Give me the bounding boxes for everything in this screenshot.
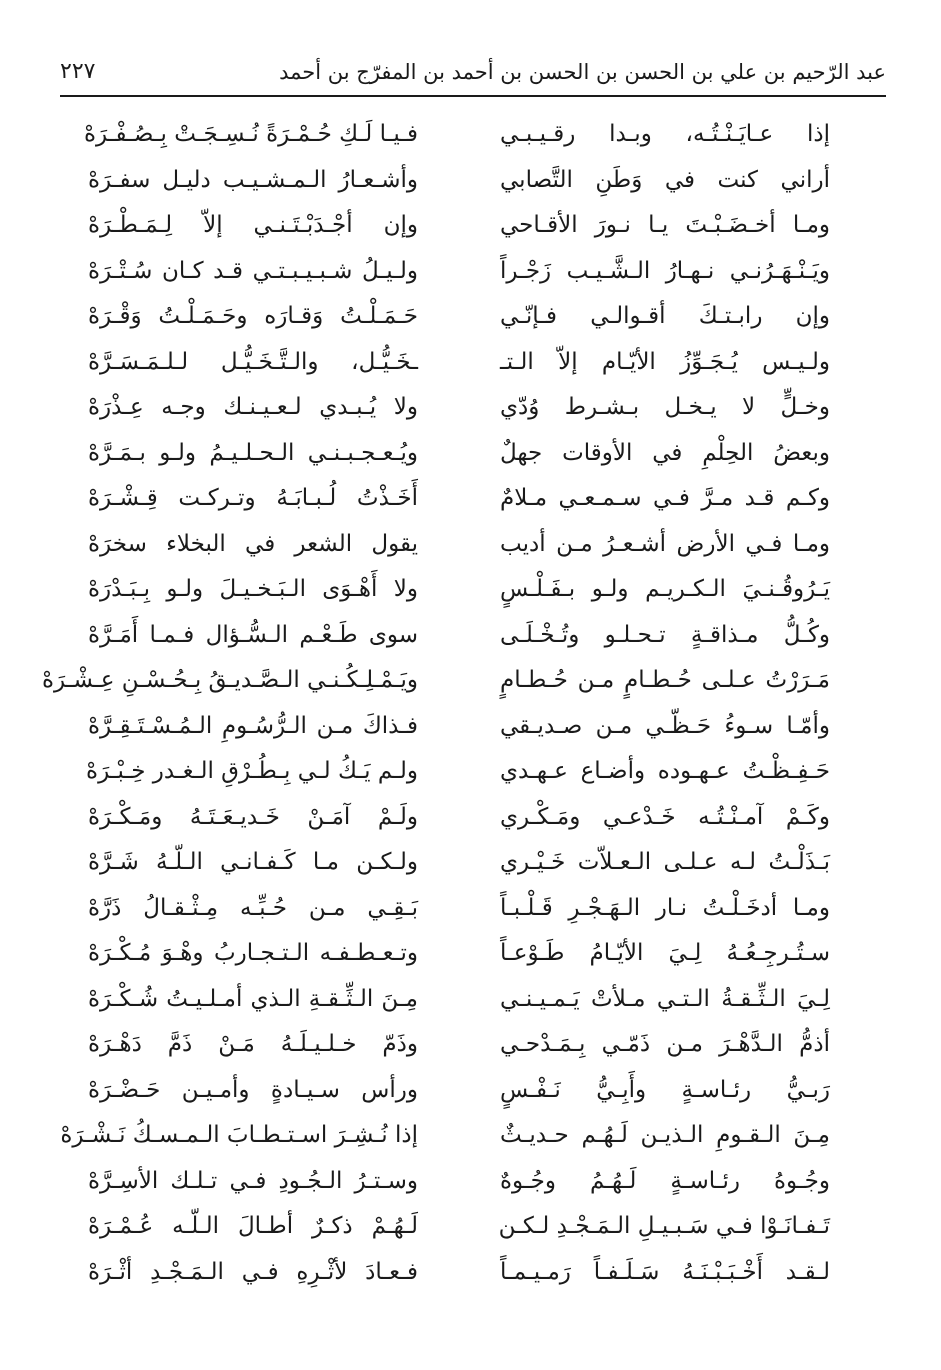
- verse-first-hemistich: وكـم قـد مـرَّ فـي سـمـعـي مـلامٌ: [500, 485, 830, 512]
- page-header: [60, 52, 886, 92]
- verse-second-hemistich: ـخَـيُّـل، والـتَّـخَـيُّـل لـلـمَـسَـرَّهْ: [88, 348, 418, 375]
- verse-first-hemistich: لـقـد أَخْـبَـبْـنَـهُ سَـلَـفـاً رَمـيـمـاً: [500, 1258, 830, 1285]
- verse: [80, 1250, 830, 1296]
- header-rule: [60, 95, 886, 97]
- verse: [80, 1204, 830, 1250]
- verse: [80, 840, 830, 886]
- verse: [80, 795, 830, 841]
- verse: [80, 385, 830, 431]
- verse: [80, 112, 830, 158]
- verse-first-hemistich: يَـرُوقُـنـيَ الـكـريـم ولـو بـفَـلْـسٍ: [500, 576, 830, 603]
- verse: [80, 567, 830, 613]
- verse-second-hemistich: ولَـمْ آمَـنْ خَـديـعَـتَـهُ ومَـكْـرَهْ: [88, 803, 418, 830]
- verse-first-hemistich: مِـنَ الـقـومِ الـذيـن لَـهُـم حـديـثٌ: [500, 1122, 830, 1149]
- verse-first-hemistich: ولـيـس يُـجَـوِّزُ الأيّـام إلاّ الـتـ: [500, 348, 830, 375]
- verse-second-hemistich: إذا نُـشِـرَ اسـتـطـابَ الـمـسـكُ نَـشْـرَهْ: [60, 1122, 418, 1149]
- verse-second-hemistich: لَـهُـمْ ذكـرٌ أطـالَ الـلّـه عُـمْـرَهْ: [88, 1213, 418, 1240]
- verse-second-hemistich: فـذاكَ مـن الـرُّسُـومِ الـمُـسْـتَـقِـرَّهْ: [88, 712, 418, 739]
- verse: [80, 158, 830, 204]
- verse-first-hemistich: لِـيَ الـثِّـقـةُ الـتـي مـلأتْ يَـمـيـنـي: [500, 985, 830, 1012]
- verse-second-hemistich: وسـتـرُ الـجُـودِ فـي تـلـك الأسِـرَّهْ: [88, 1167, 418, 1194]
- verse: [80, 704, 830, 750]
- verse-first-hemistich: مَـرَرْتُ عـلـى حُـطـامٍ مـن حُـطـامٍ: [500, 667, 830, 694]
- verse: [80, 749, 830, 795]
- verse-first-hemistich: تَـفـانَـوْا فـي سَـبـيـلِ الـمَـجْـدِ لـكـن: [498, 1213, 830, 1240]
- verse-first-hemistich: وخـلٍّ لا يـخـل بـشـرط وُدّي: [500, 394, 830, 421]
- verse: [80, 886, 830, 932]
- verse-first-hemistich: حَـفِـظْـتُ عـهـوده وأضـاع عـهـدي: [500, 758, 830, 785]
- verse-second-hemistich: ويَـمْـلِـكُـنـي الـصَّـديـقُ بِـحُـسْـنِ عِـشْـرَهْ: [41, 667, 418, 694]
- verse-first-hemistich: وكُـلُّ مـذاقـةٍ تـحـلـو وتُـخْـلَـى: [500, 621, 830, 648]
- verse-first-hemistich: بَـذَلْـتُ لـه عـلـى الـعـلاّت خَـيْـري: [500, 849, 830, 876]
- verse: [80, 294, 830, 340]
- verse-second-hemistich: ورأس سـيـادةٍ وأمـيـن حَـضْـرَهْ: [88, 1076, 418, 1103]
- poem: [41, 112, 830, 1295]
- verse-first-hemistich: سـتُـرجِـعُـهُ لِـيَ الأيّـامُ طَـوْعـاً: [500, 940, 830, 967]
- verse-second-hemistich: وذَمّ خـلـيـلَـهُ مَـنْ ذَمَّ دَهْـرَهْ: [88, 1031, 418, 1058]
- verse-first-hemistich: أراني كنت في وَطَنِ التَّصابي: [500, 166, 830, 193]
- verse: [41, 658, 830, 704]
- verse: [80, 931, 830, 977]
- verse: [80, 340, 830, 386]
- verse-first-hemistich: وأمّـا سـوءُ حَـظّـي مـن صـديـقي: [500, 712, 830, 739]
- verse: [80, 249, 830, 295]
- verse-second-hemistich: فـعـادَ لأثْـرِهِ فـي الـمَـجْـدِ أثْـرَهْ: [88, 1258, 418, 1285]
- verse-second-hemistich: فـيـا لَـكِ حُـمْـرَةً نُـسِـجَـتْ بِـصُـفْـرَهْ: [83, 121, 418, 148]
- verse: [80, 613, 830, 659]
- verse-first-hemistich: ومـا أخـضَـبْـتَ يـا نـورَ الأقـاحي: [500, 212, 830, 239]
- verse: [80, 977, 830, 1023]
- verse-second-hemistich: وإن أجْـدَبْـتَـنـي إلاّ لِـمَـطْـرَهْ: [88, 212, 418, 239]
- verse-second-hemistich: وأشـعـارُ الـمـشـيـب دليـل سفـرَهْ: [88, 166, 418, 193]
- verse-first-hemistich: وإن رابـتـكَ أقـوالـي فـإنّـي: [500, 303, 830, 330]
- verse-first-hemistich: وبعضُ الحِلْمِ في الأوقات جهلٌ: [500, 439, 830, 466]
- verse: [80, 1068, 830, 1114]
- verse-second-hemistich: مِـنَ الـثِّـقـةِ الـذي أمـلـيـتُ شُـكْـرَهْ: [88, 985, 418, 1012]
- verse-second-hemistich: سوى طَـعْـم الـسُّـؤال فـمـا أَمَـرَّهْ: [88, 621, 418, 648]
- verse-first-hemistich: ومـا أدخَـلْـتُ نـار الـهَـجْـرِ قَـلْـبـاً: [500, 894, 830, 921]
- verse-first-hemistich: وجُـوهُ رئـاسـةٍ لَـهُـمُ وجُـوهٌ: [500, 1167, 830, 1194]
- verse-second-hemistich: يقول الشعر في البخلاء سخرَهْ: [88, 530, 418, 557]
- running-head: عبد الرّحيم بن علي بن الحسن بن الحسن بن أحمد بن المفرّج بن أحمد: [279, 60, 886, 84]
- verse: [60, 1113, 830, 1159]
- verse-second-hemistich: بَـقِـي مـن حُـبِّـه مِـثْـقـالُ ذَرَّهْ: [88, 894, 418, 921]
- verse: [80, 1022, 830, 1068]
- verse-first-hemistich: رَبـيُّ رئـاسـةٍ وأَبِـيُّ نَـفْـسٍ: [500, 1076, 830, 1103]
- verse: [80, 203, 830, 249]
- verse-first-hemistich: ويَـنْـهَـرُنـي نـهـارُ الـشَّـيـب زَجْـراً: [500, 257, 830, 284]
- verse: [80, 522, 830, 568]
- verse: [80, 476, 830, 522]
- verse-second-hemistich: حَـمَـلْـتُ وَقـارَه وحَـمَـلْـتُ وَقْـرَهْ: [88, 303, 418, 330]
- verse-second-hemistich: ولـيـلُ شـبـيـبـتـي قـد كـان سُـتْـرَهْ: [88, 257, 418, 284]
- verse-first-hemistich: إذا عـايَـنْـتُـه، وبـدا رقـيـبـي: [500, 121, 830, 148]
- verse-second-hemistich: ولا يُـبـدي لـعـيـنـك وجـه عِـذْرَهْ: [88, 394, 418, 421]
- verse-first-hemistich: وكَـمْ آمـنْـتُـه خَـدْعـي ومَـكْـري: [500, 803, 830, 830]
- verse-first-hemistich: أذمُّ الـدَّهْـرَ مـن ذَمّـي بِـمَـدْحـي: [500, 1031, 830, 1058]
- verse-second-hemistich: ويُـعـجـبـنـي الـحـلـيـمُ ولـو بـمَـرَّهْ: [88, 439, 418, 466]
- verse: [80, 1159, 830, 1205]
- verse-second-hemistich: أَخَـذْتُ لُـبـابَـهُ وتـركـت قِـشْـرَهْ: [88, 485, 418, 512]
- verse-second-hemistich: ولـكـن مـا كَـفـانـي الـلّـهُ شَـرَّهْ: [88, 849, 418, 876]
- verse: [80, 431, 830, 477]
- verse-second-hemistich: ولا أَهْـوَى الـبَـخـيـلَ ولـو بِـبَـدْرَهْ: [88, 576, 418, 603]
- page-number: ٢٢٧: [60, 59, 96, 84]
- verse-second-hemistich: ولـم يَـكُ لـي بِـطُـرْقِ الـغـدر خِـبْـرَهْ: [86, 758, 418, 785]
- verse-second-hemistich: وتـعـطـفـه الـتـجـاربُ وهْـوَ مُـكْـرَهْ: [88, 940, 418, 967]
- verse-first-hemistich: ومـا فـي الأرض أشـعـرُ مـن أديب: [500, 530, 830, 557]
